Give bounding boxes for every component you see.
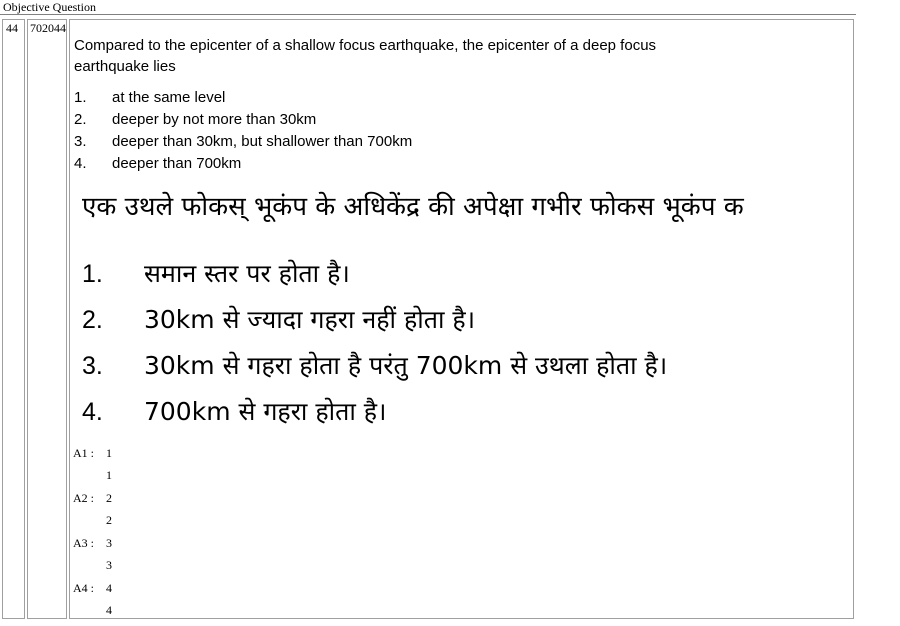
option-text: deeper than 30km, but shallower than 700km [112, 133, 413, 150]
option-text: at the same level [112, 89, 226, 106]
answer-label: A3 : [73, 536, 94, 550]
option-number: 1. [82, 260, 103, 288]
option-number: 3. [82, 352, 103, 380]
option-english-4 [74, 153, 412, 175]
option-english-1 [74, 87, 412, 109]
question-text-hindi: एक उथले फोकस् भूकंप के अधिकेंद्र की अपेक्षा गभीर फोकस भूकंप क [82, 192, 744, 222]
options-english [74, 87, 412, 175]
option-hindi-1 [82, 251, 667, 297]
options-hindi [82, 251, 667, 435]
option-hindi-3 [82, 343, 667, 389]
option-number: 3. [74, 133, 87, 150]
option-text: deeper by not more than 30km [112, 111, 317, 128]
option-hindi-4 [82, 389, 667, 435]
option-number: 4. [82, 398, 103, 426]
answer-value-alt: 3 [106, 558, 112, 572]
answer-value: 4 [106, 581, 112, 595]
question-number: 44 [2, 19, 25, 619]
option-text: 30km से गहरा होता है परंतु 700km से उथला होता है। [144, 351, 668, 380]
option-number: 2. [74, 111, 87, 128]
answer-value: 3 [106, 536, 112, 550]
divider [0, 14, 856, 15]
answer-value-alt: 4 [106, 603, 112, 617]
answer-label: A4 : [73, 581, 94, 595]
option-text: समान स्तर पर होता है। [144, 259, 350, 288]
answer-value-alt: 2 [106, 513, 112, 527]
question-text-english: Compared to the epicenter of a shallow focus earthquake, the epicenter of a deep focus earthquake lies [74, 37, 657, 75]
answer-value: 2 [106, 491, 112, 505]
question-id: 702044 [27, 19, 67, 619]
option-number: 2. [82, 306, 103, 334]
question-body [69, 19, 854, 619]
option-english-2 [74, 109, 412, 131]
option-text: deeper than 700km [112, 155, 242, 172]
option-hindi-2 [82, 297, 667, 343]
option-text: 700km से गहरा होता है। [144, 397, 387, 426]
question-row [2, 19, 854, 619]
answer-label: A1 : [73, 446, 94, 460]
option-english-3 [74, 131, 412, 153]
option-text: 30km से ज्यादा गहरा नहीं होता है। [144, 305, 476, 334]
option-number: 4. [74, 155, 87, 172]
section-title: Objective Question [3, 0, 96, 14]
answer-label: A2 : [73, 491, 94, 505]
answer-value-alt: 1 [106, 468, 112, 482]
option-number: 1. [74, 89, 87, 106]
answer-value: 1 [106, 446, 112, 460]
question-table [0, 17, 856, 621]
